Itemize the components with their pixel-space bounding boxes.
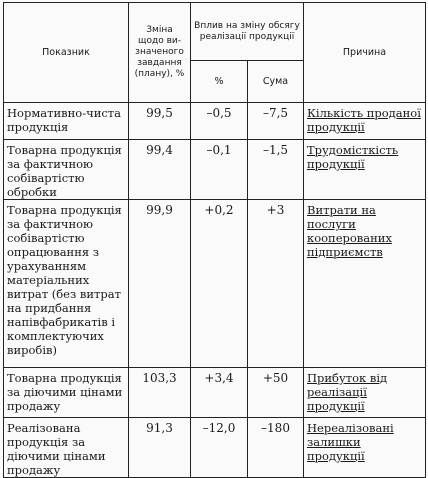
- row-percent: –12,0: [191, 418, 248, 478]
- row-sum: –1,5: [248, 140, 304, 200]
- row-sum: +3: [248, 200, 304, 368]
- header-influence: Вплив на зміну обсягу реалізації продукції: [191, 3, 304, 61]
- table-row: [4, 368, 426, 418]
- row-sum: –7,5: [248, 103, 304, 140]
- row-name: Товарна продукція за фактичною собівартістю обробки: [4, 140, 129, 200]
- row-reason: Витрати на послуги кооперованих підприємств: [304, 200, 426, 368]
- row-name: Товарна продукція за діючими цінами продажу: [4, 368, 129, 418]
- table-row: [4, 103, 426, 140]
- row-change: 99,4: [129, 140, 191, 200]
- header-reason: Причина: [304, 3, 426, 103]
- analysis-table: [3, 2, 426, 478]
- row-percent: +0,2: [191, 200, 248, 368]
- row-percent: +3,4: [191, 368, 248, 418]
- row-change: 99,9: [129, 200, 191, 368]
- row-percent: –0,1: [191, 140, 248, 200]
- row-sum: –180: [248, 418, 304, 478]
- row-percent: –0,5: [191, 103, 248, 140]
- header-indicator: Показник: [4, 3, 129, 103]
- table-row: [4, 200, 426, 368]
- header-change: Зміна щодо ви-значеного завдання (плану), %: [129, 3, 191, 103]
- row-reason: Нереалізовані залишки продукції: [304, 418, 426, 478]
- header-percent: %: [191, 61, 248, 103]
- table-row: [4, 418, 426, 478]
- row-change: 103,3: [129, 368, 191, 418]
- row-name: Реалізована продукція за діючими цінами продажу: [4, 418, 129, 478]
- row-change: 99,5: [129, 103, 191, 140]
- row-name: Нормативно-чиста продукція: [4, 103, 129, 140]
- header-sum: Сума: [248, 61, 304, 103]
- row-reason: Кількість проданої продукції: [304, 103, 426, 140]
- row-name: Товарна продукція за фактичною собівартістю опрацювання з урахуванням матеріальних витрат (без витрат на придбання напівфабрикатів і комплектуючих виробів): [4, 200, 129, 368]
- row-change: 91,3: [129, 418, 191, 478]
- row-reason: Прибуток від реалізації продукції: [304, 368, 426, 418]
- row-sum: +50: [248, 368, 304, 418]
- table-row: [4, 140, 426, 200]
- row-reason: Трудомісткість продукції: [304, 140, 426, 200]
